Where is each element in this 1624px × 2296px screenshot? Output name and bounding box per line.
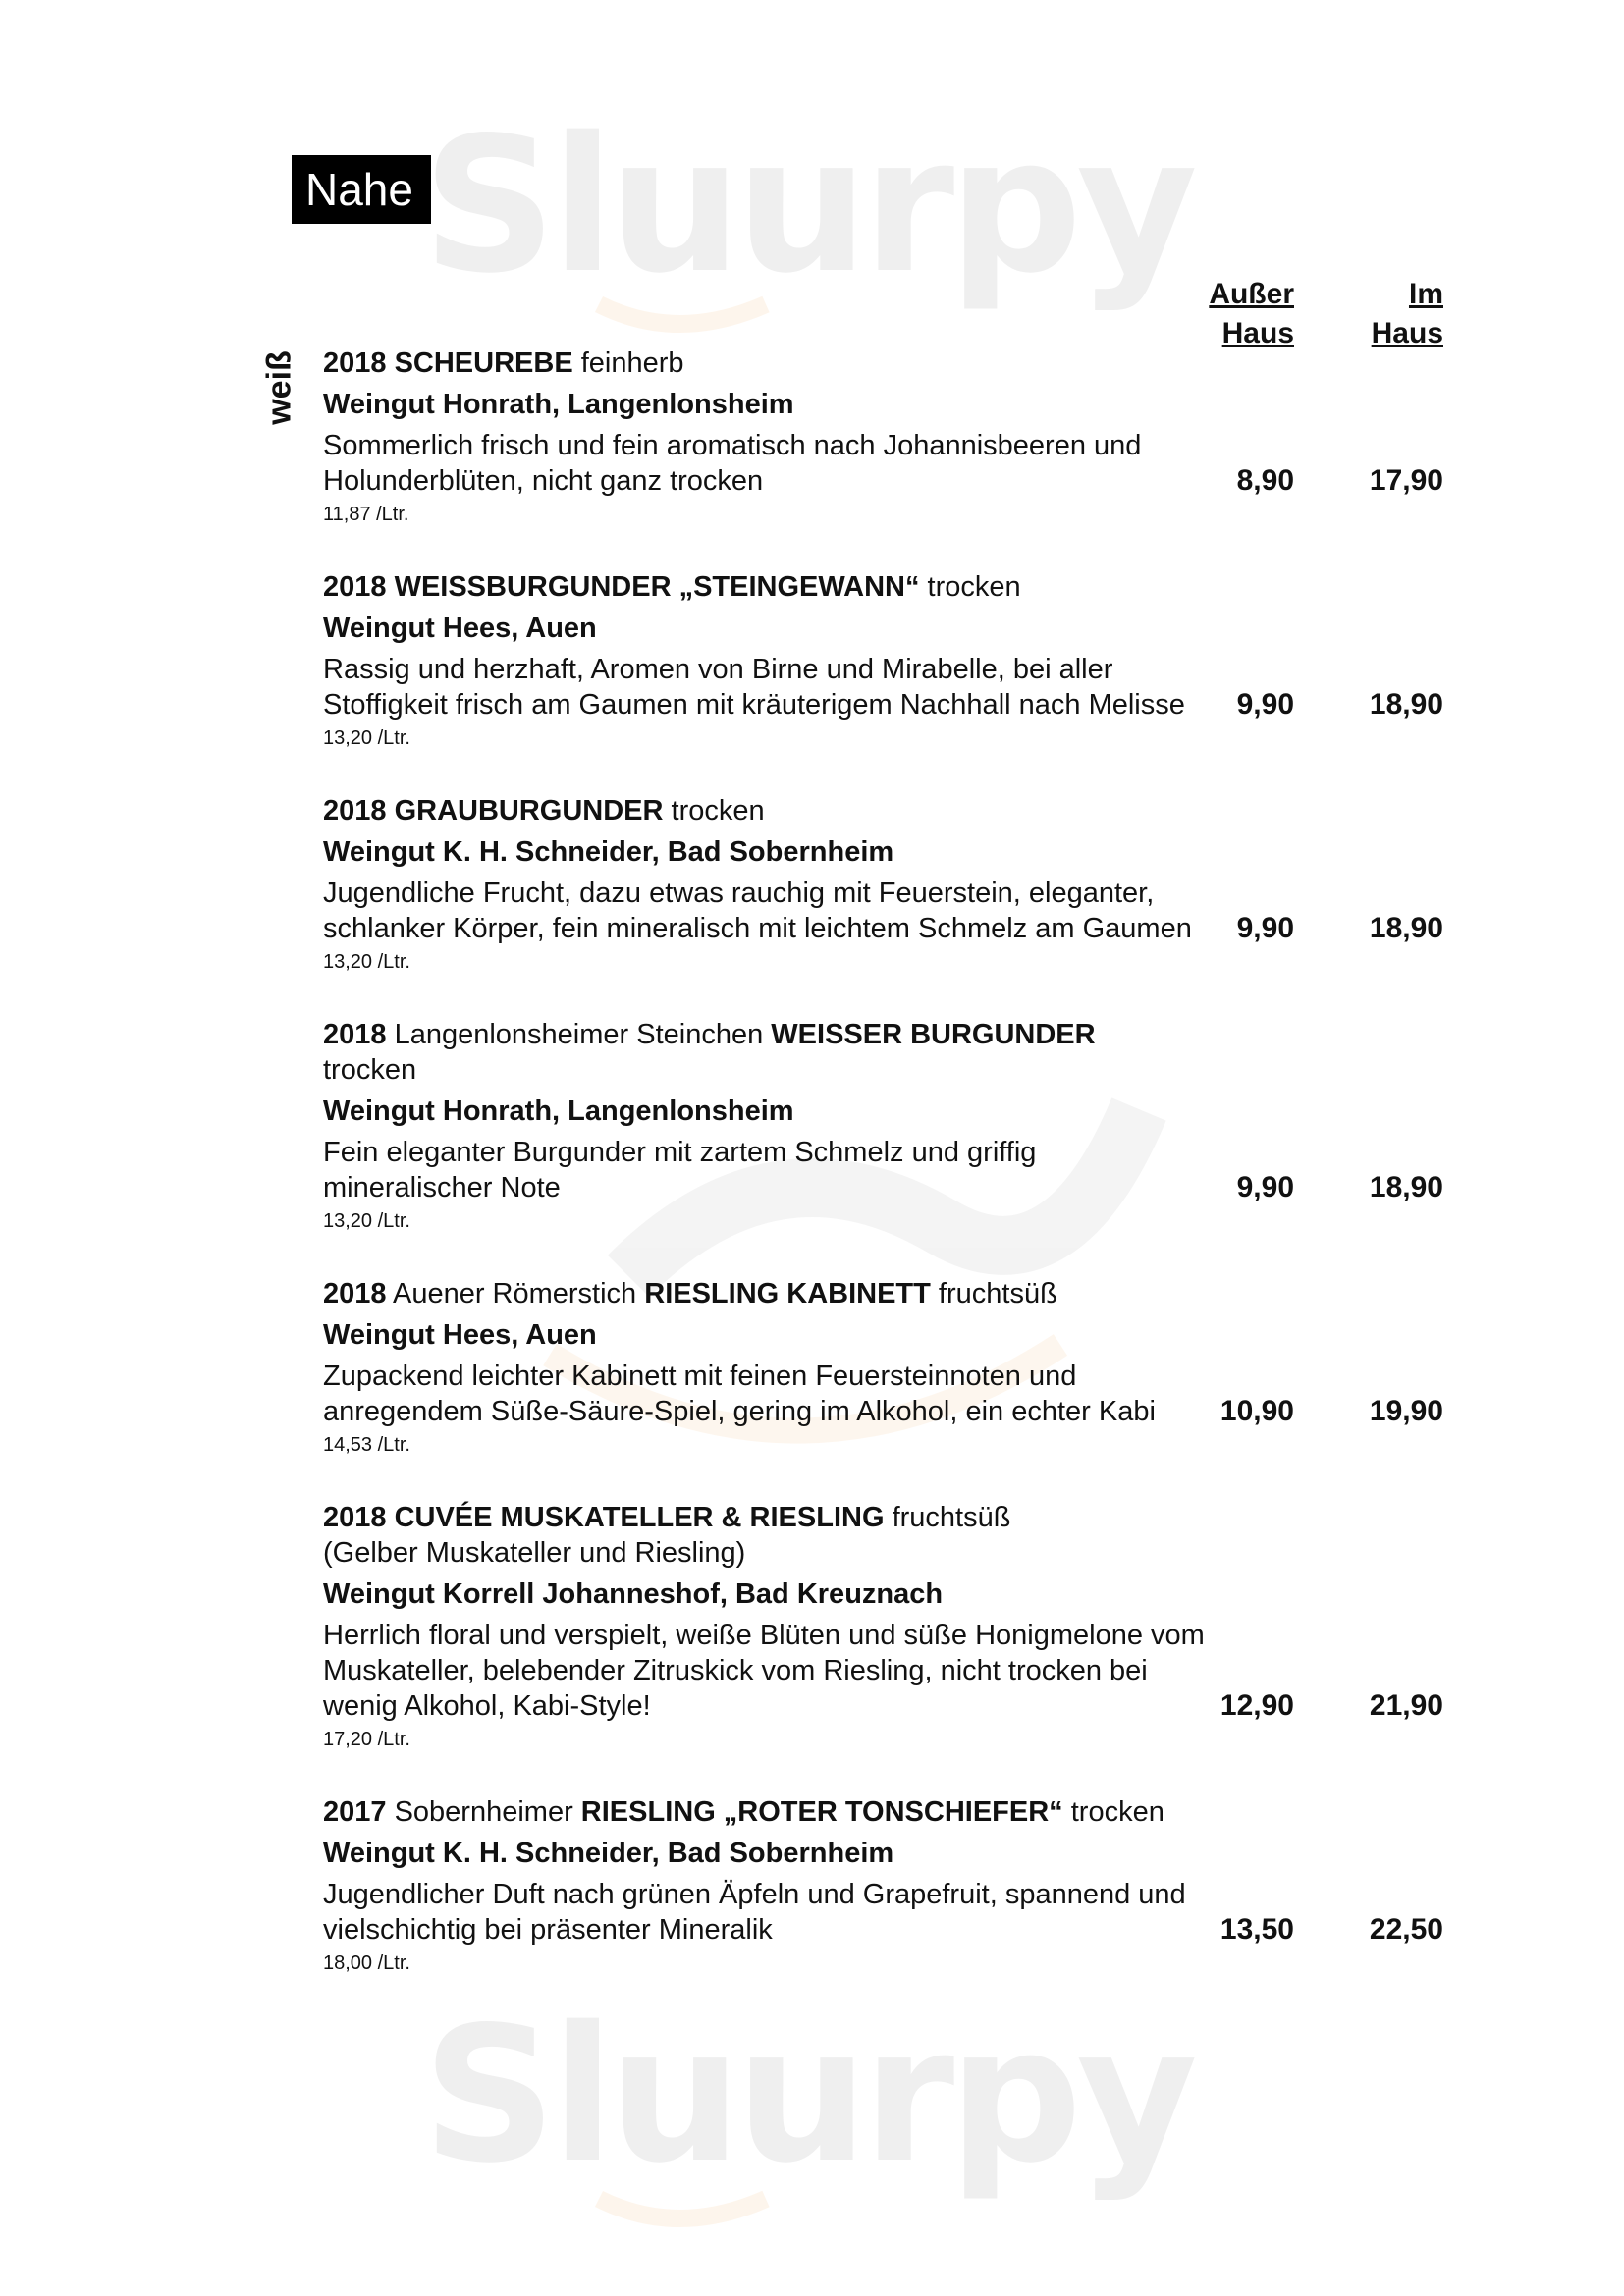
column-header-inside — [1306, 275, 1443, 353]
wine-name-regular: fruchtsüß — [930, 1278, 1057, 1309]
wine-name-regular: Sobernheimer — [386, 1796, 581, 1828]
price-inside: 21,90 — [1369, 1689, 1443, 1722]
wine-name-extra: (Gelber Muskateller und Riesling) — [323, 1537, 746, 1569]
wine-name — [323, 1794, 1167, 1830]
wine-name-bold: RIESLING „ROTER TONSCHIEFER“ — [580, 1796, 1063, 1828]
wine-name-regular: trocken — [1062, 1796, 1164, 1828]
price-inside: 18,90 — [1369, 912, 1443, 944]
wine-description — [323, 876, 1192, 946]
wine-description-line: wenig Alkohol, Kabi-Style! — [323, 1690, 651, 1722]
price-outside: 9,90 — [1236, 688, 1294, 721]
column-header-inside-line1: Im — [1408, 278, 1443, 310]
wine-description-line: Stoffigkeit frisch am Gaumen mit kräuterigem Nachhall nach Melisse — [323, 689, 1185, 721]
wine-name-regular: Auener Römerstich — [386, 1278, 645, 1309]
wine-description — [323, 1359, 1167, 1429]
wine-entry — [323, 1017, 1167, 1235]
wine-description-line: Herrlich floral und verspielt, weiße Blüten und süße Honigmelone vom — [323, 1620, 1205, 1651]
wine-description-line: anregendem Süße-Säure-Spiel, gering im Alkohol, ein echter Kabi — [323, 1396, 1156, 1427]
wine-description-line: Zupackend leichter Kabinett mit feinen Feuersteinnoten und — [323, 1361, 1077, 1392]
wine-name-bold: 2018 — [323, 1278, 387, 1309]
wine-winery: Weingut Honrath, Langenlonsheim — [323, 389, 794, 420]
wine-name-regular: trocken — [919, 571, 1021, 603]
wine-description-line: Rassig und herzhaft, Aromen von Birne und Mirabelle, bei aller — [323, 654, 1113, 685]
wine-name-bold: 2018 SCHEUREBE — [323, 347, 573, 379]
wine-description — [323, 428, 1167, 499]
price-inside: 19,90 — [1369, 1395, 1443, 1427]
wine-description — [323, 652, 1185, 722]
price-outside: 10,90 — [1219, 1395, 1294, 1427]
watermark-logo-top — [422, 97, 1195, 324]
price-outside: 13,50 — [1219, 1913, 1294, 1946]
wine-name — [323, 1500, 1167, 1535]
wine-name-bold: 2018 WEISSBURGUNDER „STEINGEWANN“ — [323, 571, 920, 603]
wine-description-line: schlanker Körper, fein mineralisch mit leichtem Schmelz am Gaumen — [323, 913, 1192, 944]
price-outside: 9,90 — [1236, 912, 1294, 944]
wine-name-regular: feinherb — [572, 347, 684, 379]
wine-name-regular: trocken — [663, 795, 765, 827]
price-outside: 9,90 — [1236, 1171, 1294, 1203]
wine-description — [323, 1877, 1186, 1948]
price-inside: 18,90 — [1369, 688, 1443, 721]
wine-name — [323, 793, 1167, 828]
price-outside: 12,90 — [1219, 1689, 1294, 1722]
wine-name — [323, 346, 1167, 381]
wine-name — [323, 569, 1167, 605]
wine-price-per-liter: 17,20 /Ltr. — [323, 1729, 410, 1750]
wine-name — [323, 1276, 1167, 1311]
section-title: Nahe — [292, 155, 431, 224]
wine-description-line: Holunderblüten, nicht ganz trocken — [323, 465, 764, 497]
wine-description-line: vielschichtig bei präsenter Mineralik — [323, 1914, 773, 1946]
wine-description — [323, 1618, 1205, 1724]
wine-name-bold: 2018 — [323, 1019, 387, 1050]
watermark-logo-bottom — [422, 1987, 1195, 2218]
wine-name-bold: 2018 CUVÉE MUSKATELLER & RIESLING — [323, 1502, 885, 1533]
wine-entry — [323, 1500, 1205, 1753]
wine-description-line: Fein eleganter Burgunder mit zartem Schmelz und griffig — [323, 1137, 1037, 1168]
wine-entry — [323, 793, 1192, 976]
wine-winery: Weingut Korrell Johanneshof, Bad Kreuznach — [323, 1578, 944, 1610]
column-header-outside — [1157, 275, 1294, 353]
wine-name-regular: Langenlonsheimer Steinchen — [386, 1019, 772, 1050]
wine-description — [323, 1135, 1167, 1205]
wine-winery: Weingut K. H. Schneider, Bad Sobernheim — [323, 836, 894, 868]
wine-description-line: Jugendlicher Duft nach grünen Äpfeln und Grapefruit, spannend und — [323, 1879, 1186, 1910]
wine-description-line: Sommerlich frisch und fein aromatisch nach Johannisbeeren und — [323, 430, 1142, 461]
wine-name-bold: RIESLING KABINETT — [644, 1278, 931, 1309]
wine-price-per-liter: 13,20 /Ltr. — [323, 727, 410, 749]
wine-entry — [323, 346, 1167, 528]
column-header-inside-line2: Haus — [1371, 317, 1443, 349]
wine-name-bold: 2018 GRAUBURGUNDER — [323, 795, 664, 827]
category-label — [260, 348, 299, 427]
price-inside: 17,90 — [1369, 464, 1443, 497]
wine-price-per-liter: 13,20 /Ltr. — [323, 1210, 410, 1232]
price-inside: 18,90 — [1369, 1171, 1443, 1203]
wine-entry — [323, 1794, 1186, 1977]
column-header-outside-line2: Haus — [1221, 317, 1294, 349]
watermark-brand-bottom: Sluurpy — [422, 1987, 1193, 2204]
wine-price-per-liter: 14,53 /Ltr. — [323, 1434, 410, 1456]
wine-description-line: Jugendliche Frucht, dazu etwas rauchig mit Feuerstein, eleganter, — [323, 878, 1155, 909]
wine-price-per-liter: 18,00 /Ltr. — [323, 1952, 410, 1974]
wine-winery: Weingut K. H. Schneider, Bad Sobernheim — [323, 1838, 894, 1869]
wine-name-bold: 2017 — [323, 1796, 387, 1828]
wine-winery: Weingut Honrath, Langenlonsheim — [323, 1095, 794, 1127]
wine-winery: Weingut Hees, Auen — [323, 1319, 597, 1351]
wine-entry — [323, 569, 1185, 752]
wine-price-per-liter: 11,87 /Ltr. — [323, 504, 409, 525]
wine-entry — [323, 1276, 1167, 1459]
wine-winery: Weingut Hees, Auen — [323, 613, 597, 644]
wine-name-bold: WEISSER BURGUNDER — [771, 1019, 1096, 1050]
price-outside: 8,90 — [1236, 464, 1294, 497]
wine-name-regular: fruchtsüß — [884, 1502, 1011, 1533]
wine-name — [323, 1017, 1167, 1052]
wine-price-per-liter: 13,20 /Ltr. — [323, 951, 410, 973]
wine-description-line: Muskateller, belebender Zitruskick vom Riesling, nicht trocken bei — [323, 1655, 1148, 1686]
wine-name-extra: trocken — [323, 1054, 417, 1086]
price-inside: 22,50 — [1369, 1913, 1443, 1946]
watermark-brand-top: Sluurpy — [422, 97, 1193, 314]
column-header-outside-line1: Außer — [1209, 278, 1294, 310]
category-label-text: weiß — [260, 350, 298, 425]
wine-description-line: mineralischer Note — [323, 1172, 561, 1203]
